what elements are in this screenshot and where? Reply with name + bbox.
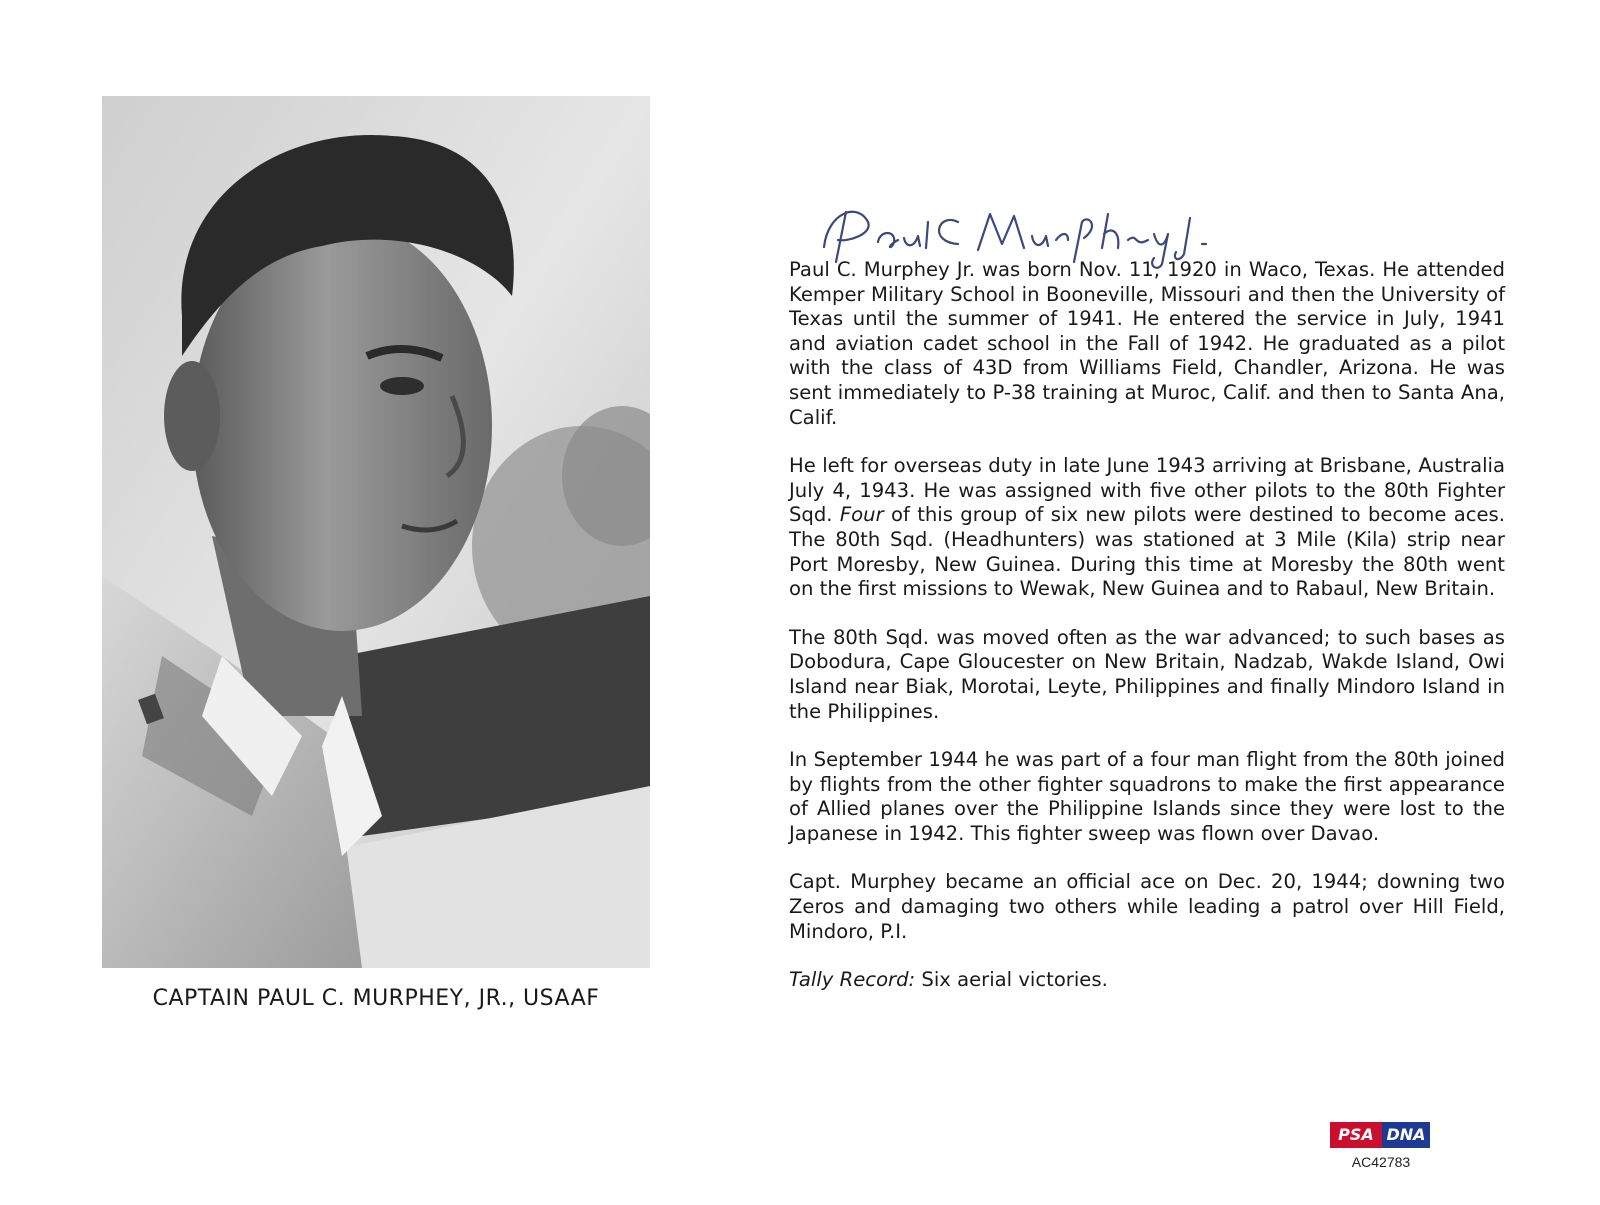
bio-paragraph-ace: Capt. Murphey became an official ace on Dec. 20, 1944; downing two Zeros and damaging two others while leading a patrol over Hill Field, Mindoro, P.I. (789, 870, 1505, 943)
psa-logo-mark: PSA (1330, 1122, 1382, 1148)
bio-paragraph-overseas-part2: of this group of six new pilots were destined to become aces. The 80th Sqd. (Headhunters) was stationed at 3 Mile (Kila) strip near Port Moresby, New Guinea. During this time at Moresby the 80th went on the first missions to Wewak, New Guinea and to Rabaul, New Britain. (789, 503, 1505, 601)
bio-paragraph-overseas-emphasis: Four (839, 503, 884, 527)
bio-paragraph-overseas (789, 454, 1505, 602)
bio-paragraph-philippines: In September 1944 he was part of a four man flight from the 80th joined by flights from the other fighter squadrons to make the first appearance of Allied planes over the Philippine Islands since they were lost to the Japanese in 1942. This fighter sweep was flown over Davao. (789, 748, 1505, 845)
tally-record (789, 968, 1505, 993)
portrait-image (102, 96, 650, 968)
dna-logo-mark: DNA (1382, 1122, 1430, 1148)
bio-paragraph-overseas-part1: He left for overseas duty in late June 1943 arriving at Brisbane, Australia July 4, 1943. He was assigned with five other pilots to the 80th Fighter Sqd. (789, 454, 1505, 527)
portrait-photo (102, 96, 650, 968)
tally-record-label: Tally Record: (789, 968, 916, 992)
tally-record-value: Six aerial victories. (915, 968, 1108, 992)
psa-dna-logo (1330, 1122, 1430, 1148)
photo-caption: CAPTAIN PAUL C. MURPHEY, JR., USAAF (152, 986, 600, 1011)
bio-paragraph-bases: The 80th Sqd. was moved often as the war advanced; to such bases as Dobodura, Cape Gloucester on New Britain, Nadzab, Wakde Island, Owi Island near Biak, Morotai, Leyte, Philippines and finally Mindoro Island in the Philippines. (789, 625, 1505, 723)
certification-number: AC42783 (1351, 1154, 1411, 1170)
bio-paragraph-early-life: Paul C. Murphey Jr. was born Nov. 11, 1920 in Waco, Texas. He attended Kemper Military School in Booneville, Missouri and then the University of Texas until the summer of 1941. He entered the service in July, 1941 and aviation cadet school in the Fall of 1942. He graduated as a pilot with the class of 43D from Williams Field, Chandler, Arizona. He was sent immediately to P-38 training at Muroc, Calif. and then to Santa Ana, Calif. (789, 258, 1505, 429)
biography-text (789, 258, 1505, 1017)
